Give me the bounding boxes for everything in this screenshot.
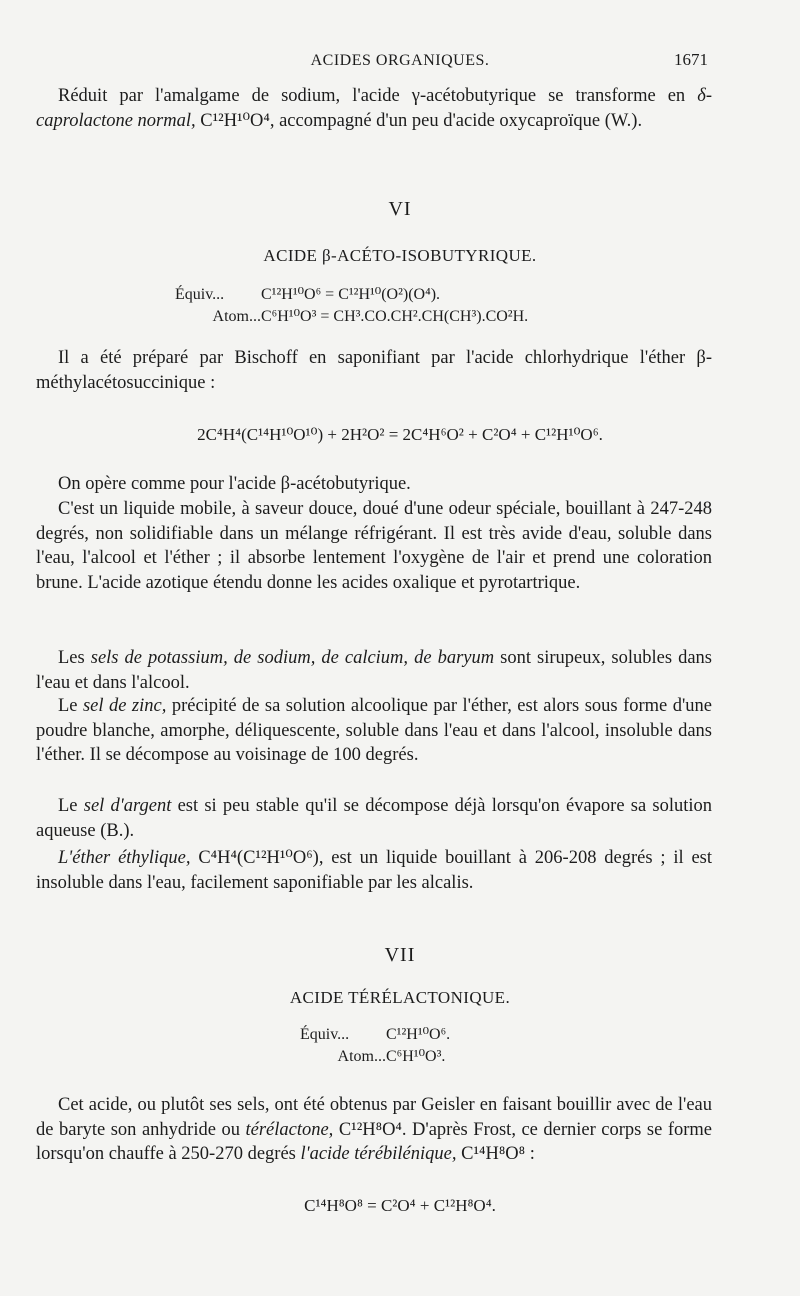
page-number: 1671 xyxy=(674,50,708,69)
section-6-paragraph-6: Le sel d'argent est si peu stable qu'il se décompose déjà lorsqu'on évapore sa solution aqueuse (B.). xyxy=(36,796,713,841)
atom-formula-7: C⁶H¹⁰O³. xyxy=(386,1048,446,1065)
section-6-title: ACIDE β-ACÉTO-ISOBUTYRIQUE. xyxy=(263,246,537,265)
section-6-number: VI xyxy=(388,198,412,220)
section-7-number: VII xyxy=(384,944,416,966)
intro-italic: δ-caprolactone normal, xyxy=(36,86,712,131)
zinc-salt-italic: sel de zinc, xyxy=(82,696,167,716)
section-7-equation: C¹⁴H⁸O⁸ = C²O⁴ + C¹²H⁸O⁴. xyxy=(304,1196,496,1215)
salts-italic: sels de potassium, de sodium, de calcium, de baryum xyxy=(90,648,495,668)
running-header: ACIDES ORGANIQUES. xyxy=(310,52,490,69)
section-6-paragraph-3: C'est un liquide mobile, à saveur douce, doué d'une odeur spéciale, bouillant à 247-248 degrés, non solidifiable dans un mélange réfrigérant. Il est très avide d'eau, soluble dans l'eau, l'alcool et l'éther ; il absorbe lentement l'oxygène de l'air et prend une coloration brune. L'acide azotique étendu donne les acides oxalique et pyrotartrique. xyxy=(36,499,712,593)
terelactone-italic: térélactone, xyxy=(245,1119,334,1140)
terebilenic-italic: l'acide térébilénique, xyxy=(300,1144,457,1164)
intro-paragraph: Réduit par l'amalgame de sodium, l'acide γ-acétobutyrique se transforme en δ-caprolactone normal, C¹²H¹⁰O⁴, accompagné d'un peu d'acide oxycaproïque (W.). xyxy=(36,86,712,131)
section-6-paragraph-4: Les sels de potassium, de sodium, de calcium, de baryum sont sirupeux, solubles dans l'eau et dans l'alcool. xyxy=(36,648,712,693)
section-6-paragraph-7: L'éther éthylique, C⁴H⁴(C¹²H¹⁰O⁶), est un liquide bouillant à 206-208 degrés ; il est insoluble dans l'eau, facilement saponifiable par les alcalis. xyxy=(36,848,713,893)
equiv-formula-7: C¹²H¹⁰O⁶. xyxy=(386,1026,451,1043)
atom-label: Atom... xyxy=(212,308,261,325)
atom-formula: C⁶H¹⁰O³ = CH³.CO.CH².CH(CH³).CO²H. xyxy=(261,308,529,325)
section-6-equation: 2C⁴H⁴(C¹⁴H¹⁰O¹⁰) + 2H²O² = 2C⁴H⁶O² + C²O⁴ + C¹²H¹⁰O⁶. xyxy=(197,425,603,444)
section-7-title: ACIDE TÉRÉLACTONIQUE. xyxy=(289,988,511,1007)
section-6-formulas xyxy=(175,284,528,328)
equiv-label: Équiv... xyxy=(175,286,225,303)
section-6-paragraph-5: Le sel de zinc, précipité de sa solution alcoolique par l'éther, est alors sous forme d'une poudre blanche, amorphe, déliquescente, soluble dans l'eau et dans l'alcool, insoluble dans l'éther. Il se décompose au voisinage de 100 degrés. xyxy=(36,696,713,765)
section-6-paragraph-1: Il a été préparé par Bischoff en saponifiant par l'acide chlorhydrique l'éther β-méthylacétosuccinique : xyxy=(36,348,712,393)
equiv-label-7: Équiv... xyxy=(300,1026,350,1043)
equiv-formula: C¹²H¹⁰O⁶ = C¹²H¹⁰(O²)(O⁴). xyxy=(261,286,441,303)
section-6-paragraph-2: On opère comme pour l'acide β-acétobutyrique. xyxy=(58,474,411,494)
section-7-paragraph-1: Cet acide, ou plutôt ses sels, ont été obtenus par Geisler en faisant bouillir avec de l'eau de baryte son anhydride ou térélactone, C¹²H⁸O⁴. D'après Frost, ce dernier corps se forme lorsqu'on chauffe à 250-270 degrés l'acide térébilénique, C¹⁴H⁸O⁸ : xyxy=(36,1095,713,1164)
section-7-formulas xyxy=(300,1024,450,1068)
silver-salt-italic: sel d'argent xyxy=(83,796,172,816)
ethyl-ether-italic: L'éther éthylique, xyxy=(58,848,191,868)
atom-label-7: Atom... xyxy=(337,1048,386,1065)
